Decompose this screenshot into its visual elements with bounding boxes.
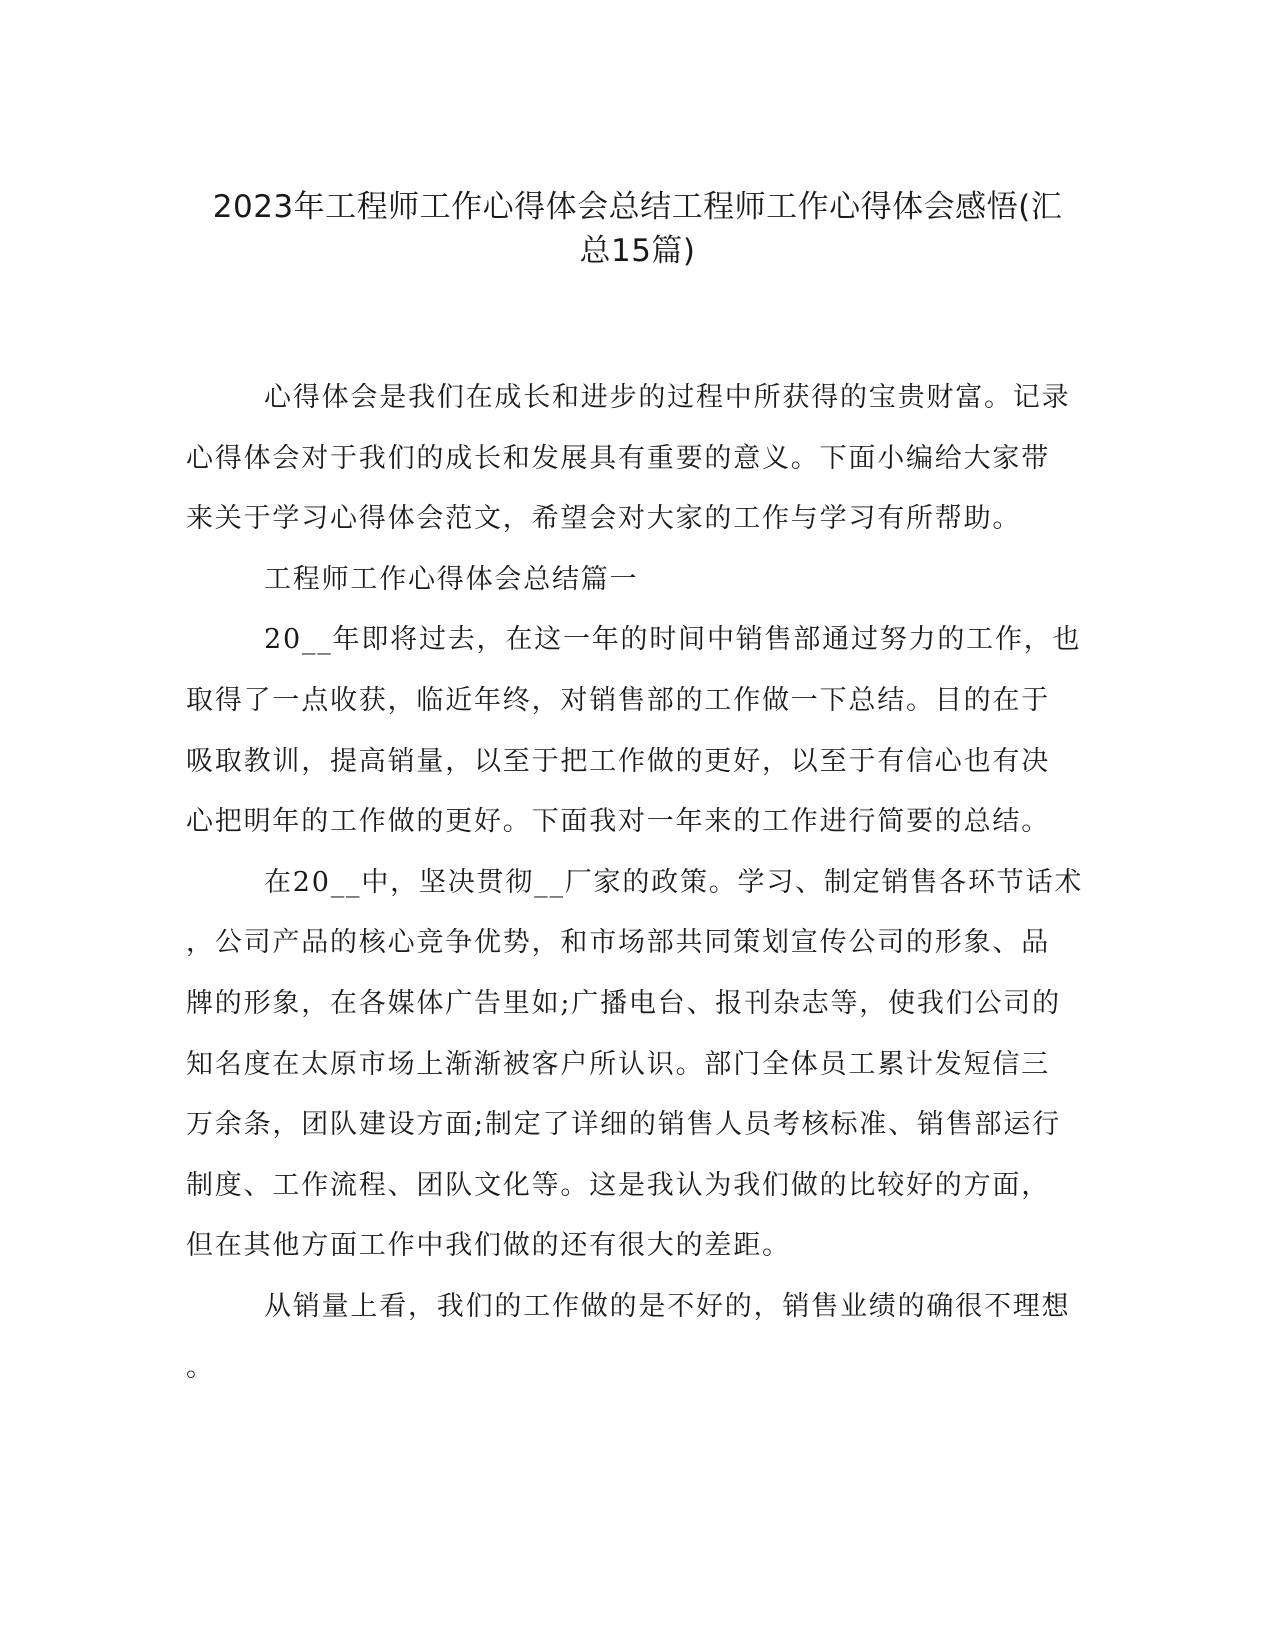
- text-line: 吸取教训，提高销量，以至于把工作做的更好，以至于有信心也有决: [186, 745, 1050, 777]
- text-line: 但在其他方面工作中我们做的还有很大的差距。: [186, 1230, 791, 1262]
- document-body: [186, 368, 1084, 1398]
- text-line: 心把明年的工作做的更好。下面我对一年来的工作进行简要的总结。: [186, 806, 1050, 838]
- text-line: 20__年即将过去，在这一年的时间中销售部通过努力的工作，也: [264, 624, 1082, 656]
- title-line-1: 2023年工程师工作心得体会总结工程师工作心得体会感悟(汇: [212, 189, 1063, 225]
- text-line: 来关于学习心得体会范文，希望会对大家的工作与学习有所帮助。: [186, 503, 1022, 535]
- text-line: 万余条，团队建设方面;制定了详细的销售人员考核标准、销售部运行: [186, 1109, 1061, 1141]
- text-line: 取得了一点收获，临近年终，对销售部的工作做一下总结。目的在于: [186, 684, 1050, 716]
- text-line: 心得体会是我们在成长和进步的过程中所获得的宝贵财富。记录: [264, 382, 1071, 413]
- text-line: 制度、工作流程、团队文化等。这是我认为我们做的比较好的方面，: [186, 1169, 1050, 1201]
- title-line-2: 总15篇): [579, 233, 696, 269]
- text-line: 知名度在太原市场上渐渐被客户所认识。部门全体员工累计发短信三: [186, 1048, 1050, 1080]
- text-line: 从销量上看，我们的工作做的是不好的，销售业绩的确很不理想: [264, 1290, 1071, 1322]
- text-line: 在20__中，坚决贯彻__厂家的政策。学习、制定销售各环节话术: [264, 866, 1084, 898]
- text-line: 心得体会对于我们的成长和发展具有重要的意义。下面小编给大家带: [186, 442, 1050, 474]
- text-line: 牌的形象，在各媒体广告里如;广播电台、报刊杂志等，使我们公司的: [186, 987, 1061, 1019]
- section-heading: 工程师工作心得体会总结篇一: [264, 563, 639, 595]
- text-line: 。: [186, 1351, 215, 1383]
- document-title: [170, 185, 1105, 273]
- text-line: ，公司产品的核心竞争优势，和市场部共同策划宣传公司的形象、品: [186, 927, 1050, 959]
